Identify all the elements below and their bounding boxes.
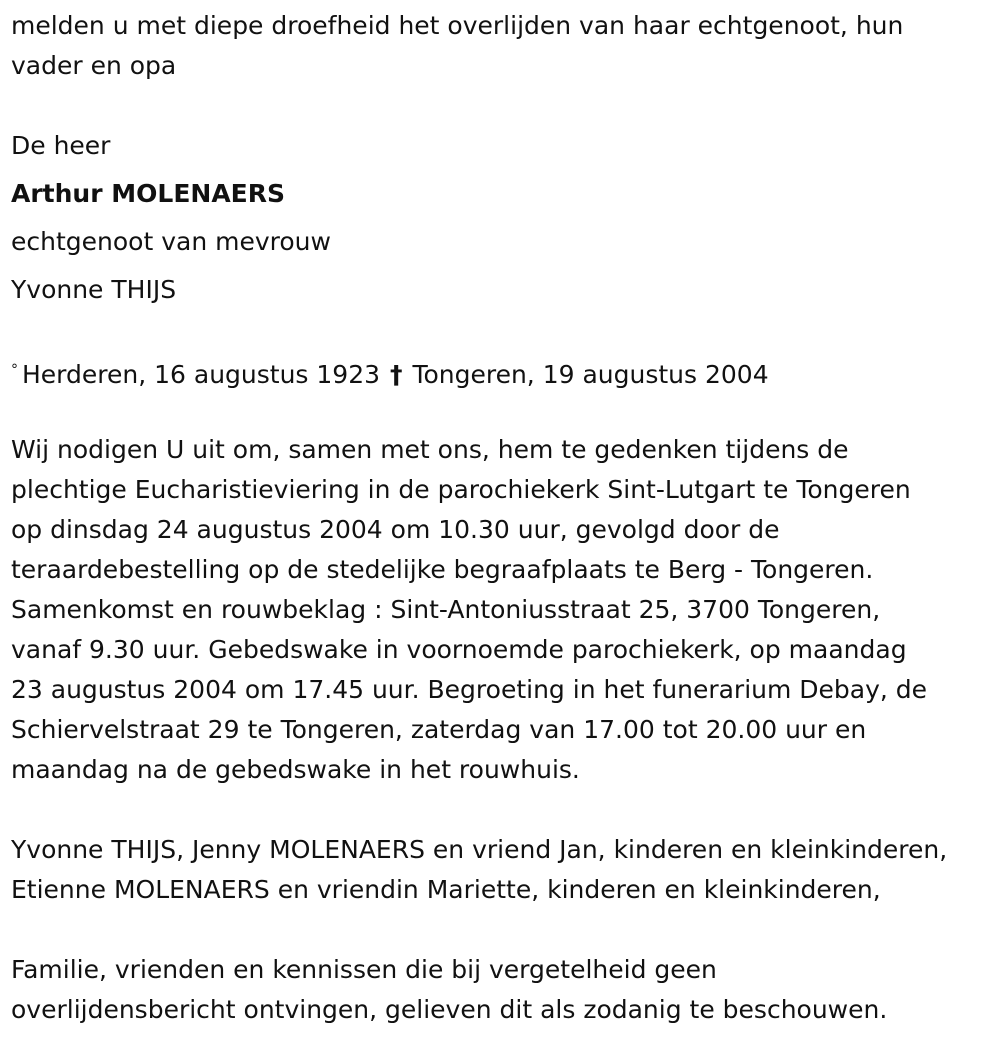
- family-line: Etienne MOLENAERS en vriendin Mariette, kinderen en kleinkinderen,: [11, 875, 881, 904]
- honorific-title: De heer: [11, 131, 111, 160]
- intro-paragraph: [11, 6, 903, 86]
- closing-line: Familie, vrienden en kennissen die bij vergetelheid geen: [11, 955, 717, 984]
- closing-paragraph: [11, 950, 887, 1030]
- ceremony-paragraph: [11, 430, 927, 790]
- family-paragraph: [11, 830, 947, 910]
- spouse-name: Yvonne THIJS: [11, 275, 177, 304]
- ceremony-line: op dinsdag 24 augustus 2004 om 10.30 uur, gevolgd door de: [11, 515, 780, 544]
- ceremony-line: Schiervelstraat 29 te Tongeren, zaterdag van 17.00 tot 20.00 uur en: [11, 715, 867, 744]
- birth-info: Herderen, 16 augustus 1923: [22, 360, 381, 389]
- ceremony-line: vanaf 9.30 uur. Gebedswake in voornoemde parochiekerk, op maandag: [11, 635, 907, 664]
- death-cross-icon: †: [389, 360, 403, 389]
- closing-line: overlijdensbericht ontvingen, gelieven dit als zodanig te beschouwen.: [11, 995, 888, 1024]
- ceremony-line: plechtige Eucharistieviering in de parochiekerk Sint-Lutgart te Tongeren: [11, 475, 911, 504]
- birth-symbol: °: [11, 362, 18, 378]
- life-dates: [11, 350, 769, 395]
- ceremony-line: Wij nodigen U uit om, samen met ons, hem te gedenken tijdens de: [11, 435, 849, 464]
- ceremony-line: teraardebestelling op de stedelijke begraafplaats te Berg - Tongeren.: [11, 555, 874, 584]
- intro-line: melden u met diepe droefheid het overlijden van haar echtgenoot, hun: [11, 11, 904, 40]
- ceremony-line: 23 augustus 2004 om 17.45 uur. Begroeting in het funerarium Debay, de: [11, 675, 928, 704]
- intro-line: vader en opa: [11, 51, 177, 80]
- spouse-label: echtgenoot van mevrouw: [11, 227, 331, 256]
- ceremony-line: Samenkomst en rouwbeklag : Sint-Antoniusstraat 25, 3700 Tongeren,: [11, 595, 881, 624]
- death-info: Tongeren, 19 augustus 2004: [412, 360, 769, 389]
- deceased-name: Arthur MOLENAERS: [11, 179, 285, 208]
- family-line: Yvonne THIJS, Jenny MOLENAERS en vriend Jan, kinderen en kleinkinderen,: [11, 835, 948, 864]
- ceremony-line: maandag na de gebedswake in het rouwhuis.: [11, 755, 580, 784]
